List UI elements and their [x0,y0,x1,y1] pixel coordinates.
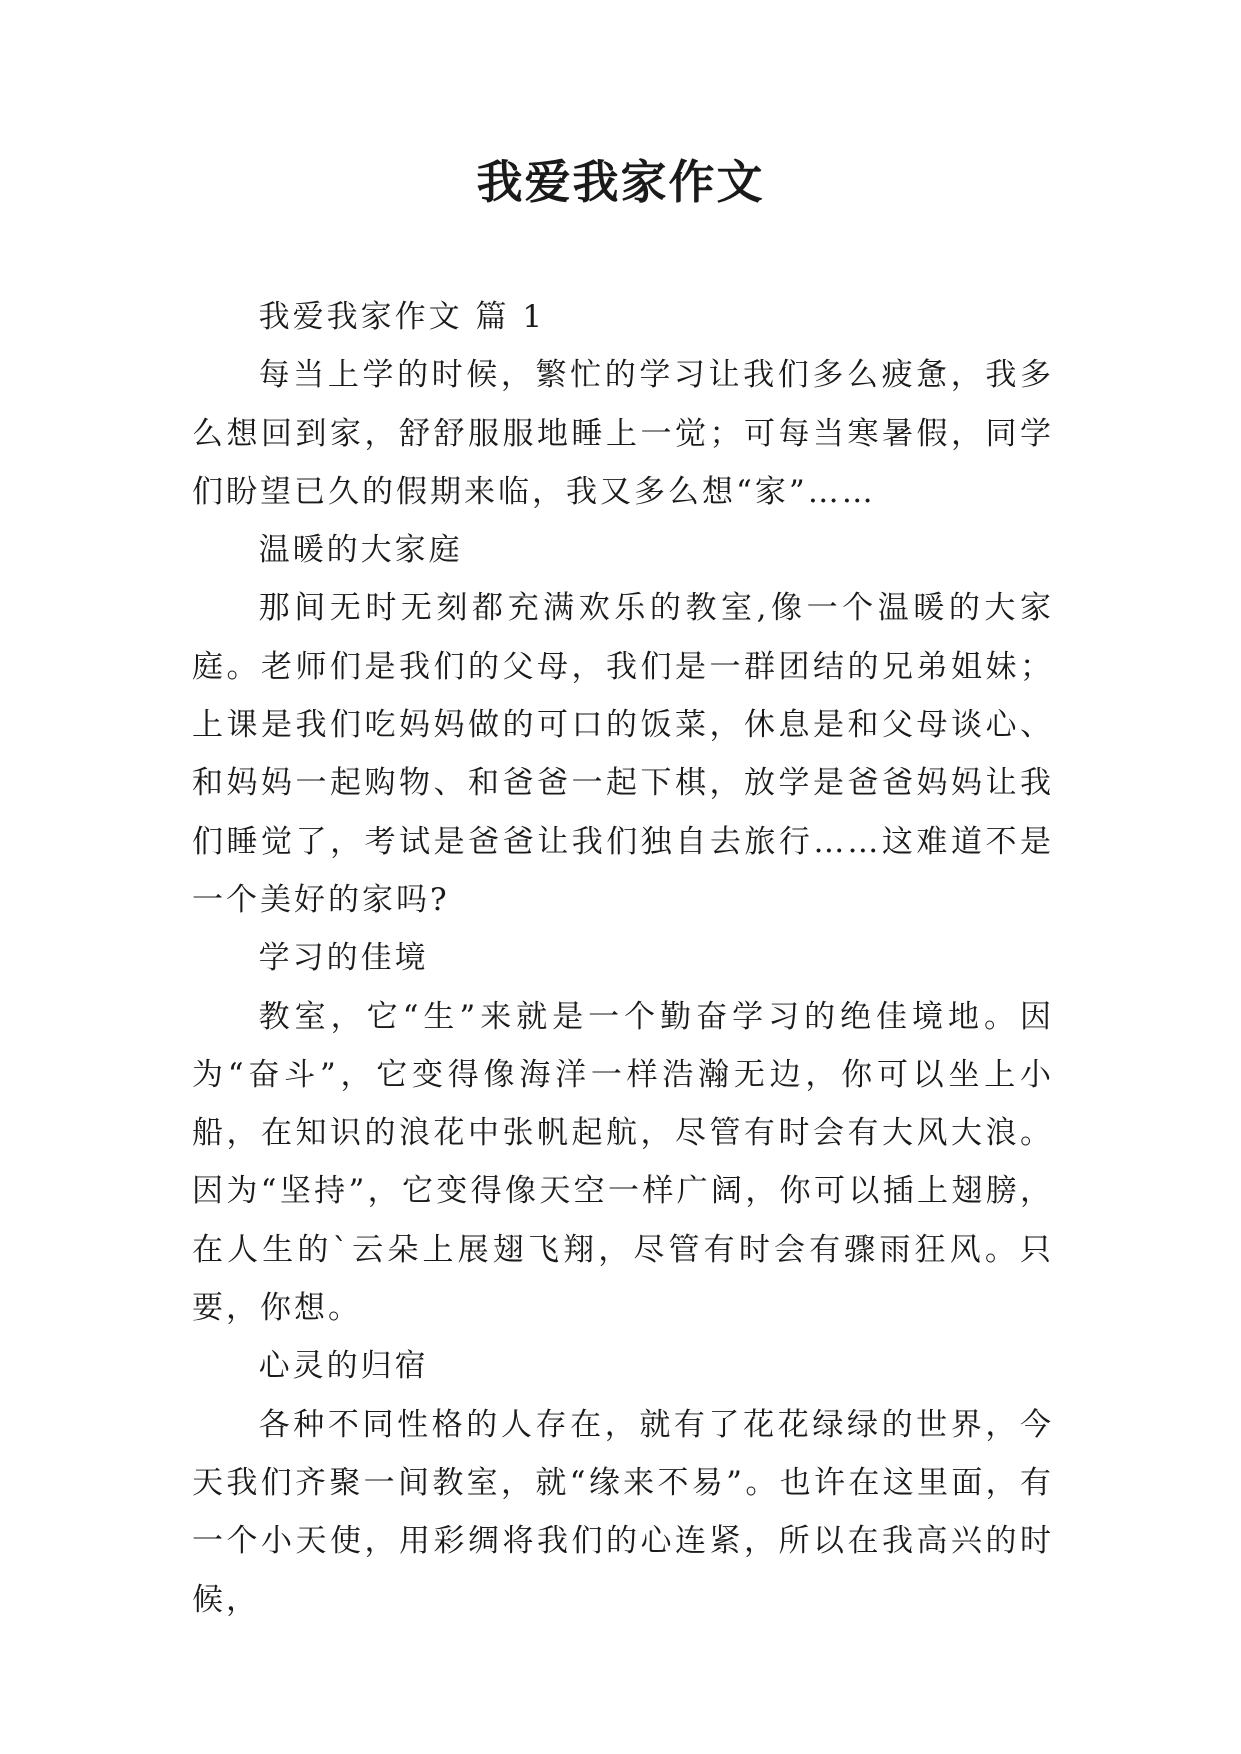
section-label: 我爱我家作文 篇 1 [258,299,546,335]
document-title: 我爱我家作文 [476,155,765,209]
paragraph-study-place: 教室，它“生”来就是一个勤奋学习的绝佳境地。因为“奋斗”，它变得像海洋一样浩瀚无边，你可以坐上小船，在知识的浪花中张帆起航，尽管有时会有大风大浪。因为“坚持”，它变得像天空一样广阔，你可以插上翅膀，在人生的`云朵上展翅飞翔，尽管有时会有骤雨狂风。只要，你想。 [192,998,1054,1327]
subheading-warm-family: 温暖的大家庭 [258,532,463,569]
subheading-study-place: 学习的佳境 [258,940,429,977]
paragraph-intro: 每当上学的时候，繁忙的学习让我们多么疲惫，我多么想回到家，舒舒服服地睡上一觉；可每当寒暑假，同学们盼望已久的假期来临，我又多么想“家”…… [192,357,1054,510]
subheading-soul-home: 心灵的归宿 [258,1348,429,1385]
paragraph-soul-home: 各种不同性格的人存在，就有了花花绿绿的世界，今天我们齐聚一间教室，就“缘来不易”。也许在这里面，有一个小天使，用彩绸将我们的心连紧，所以在我高兴的时候， [192,1406,1054,1618]
document-body [192,288,1054,1629]
paragraph-warm-family: 那间无时无刻都充满欢乐的教室,像一个温暖的大家庭。老师们是我们的父母，我们是一群团结的兄弟姐妹；上课是我们吃妈妈做的可口的饭菜，休息是和父母谈心、和妈妈一起购物、和爸爸一起下棋，放学是爸爸妈妈让我们睡觉了，考试是爸爸让我们独自去旅行……这难道不是一个美好的家吗? [192,590,1054,918]
